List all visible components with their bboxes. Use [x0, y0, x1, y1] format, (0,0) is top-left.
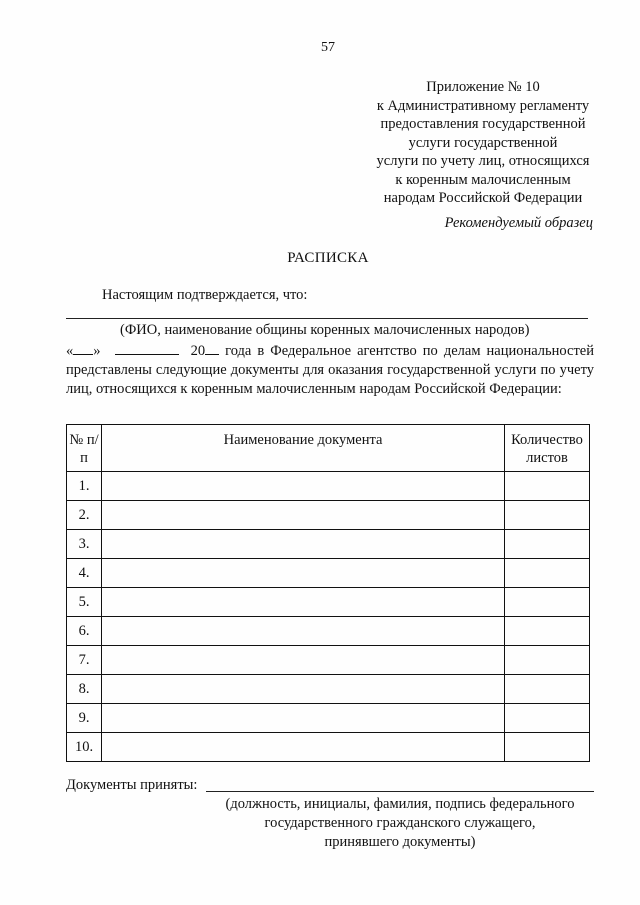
row-number: 7.	[67, 646, 102, 675]
row-number: 3.	[67, 530, 102, 559]
table-row	[67, 559, 590, 588]
sheets-cell[interactable]	[505, 559, 590, 588]
appendix-header	[340, 78, 626, 208]
month-fill-line[interactable]	[115, 342, 179, 355]
row-number: 2.	[67, 501, 102, 530]
document-name-cell[interactable]	[102, 559, 505, 588]
quote-open: «	[66, 343, 74, 359]
header-sheets: Количество листов	[505, 425, 590, 472]
document-name-cell[interactable]	[102, 617, 505, 646]
sheets-cell[interactable]	[505, 530, 590, 559]
table-row	[67, 530, 590, 559]
header-line: Приложение № 10	[426, 79, 540, 95]
day-fill-line[interactable]	[73, 342, 93, 355]
confirm-text: Настоящим подтверждается, что:	[102, 287, 308, 303]
table-row	[67, 501, 590, 530]
accepted-fill-line[interactable]	[206, 791, 594, 792]
document-name-cell[interactable]	[102, 646, 505, 675]
table-row	[67, 675, 590, 704]
row-number: 10.	[67, 733, 102, 762]
document-name-cell[interactable]	[102, 472, 505, 501]
page-number: 57	[321, 40, 335, 55]
signature-caption-line: (должность, инициалы, фамилия, подпись федерального	[225, 796, 575, 812]
header-line: к Административному регламенту	[376, 97, 590, 114]
sample-note: Рекомендуемый образец	[444, 215, 593, 231]
year-prefix: 20	[190, 343, 206, 359]
table-row	[67, 472, 590, 501]
header-line: услуги государственной	[408, 134, 558, 151]
documents-accepted-label: Документы приняты:	[66, 777, 198, 793]
body-text-1: года в Федеральное агентство по делам национальностей	[225, 343, 594, 359]
sheets-cell[interactable]	[505, 704, 590, 733]
row-number: 4.	[67, 559, 102, 588]
sheets-cell[interactable]	[505, 675, 590, 704]
header-line: услуги по учету лиц, относящихся	[376, 153, 590, 169]
header-line: народам Российской Федерации	[383, 190, 583, 206]
table-row	[67, 588, 590, 617]
table-header-row	[67, 425, 590, 472]
sheets-cell[interactable]	[505, 588, 590, 617]
sheets-cell[interactable]	[505, 472, 590, 501]
row-number: 1.	[67, 472, 102, 501]
signature-caption-line: принявшего документы)	[324, 834, 476, 850]
table-row	[67, 704, 590, 733]
header-num: № п/п	[67, 425, 102, 472]
header-line: к коренным малочисленным	[395, 171, 571, 188]
document-name-cell[interactable]	[102, 588, 505, 617]
fio-fill-line[interactable]	[66, 318, 588, 319]
document-name-cell[interactable]	[102, 530, 505, 559]
sheets-cell[interactable]	[505, 501, 590, 530]
signature-caption-line: государственного гражданского служащего,	[264, 815, 536, 831]
sheets-cell[interactable]	[505, 646, 590, 675]
document-name-cell[interactable]	[102, 501, 505, 530]
documents-table	[66, 424, 590, 762]
document-name-cell[interactable]	[102, 733, 505, 762]
document-title: РАСПИСКА	[287, 250, 369, 266]
fio-caption: (ФИО, наименование общины коренных малочисленных народов)	[120, 322, 530, 338]
quote-close: »	[93, 343, 101, 359]
body-text-rest: представлены следующие документы для оказания государственной услуги по учету лиц, относящихся к коренным малочисленным народам Российской Федерации:	[66, 362, 594, 397]
table-row	[67, 733, 590, 762]
row-number: 6.	[67, 617, 102, 646]
signature-caption	[200, 795, 600, 852]
table-row	[67, 646, 590, 675]
header-document-name: Наименование документа	[102, 425, 505, 472]
header-line: предоставления государственной	[380, 116, 586, 132]
document-name-cell[interactable]	[102, 675, 505, 704]
sheets-cell[interactable]	[505, 617, 590, 646]
sheets-cell[interactable]	[505, 733, 590, 762]
row-number: 8.	[67, 675, 102, 704]
row-number: 9.	[67, 704, 102, 733]
row-number: 5.	[67, 588, 102, 617]
document-name-cell[interactable]	[102, 704, 505, 733]
table-row	[67, 617, 590, 646]
year-fill-line[interactable]	[205, 342, 219, 355]
body-paragraph	[66, 342, 594, 399]
